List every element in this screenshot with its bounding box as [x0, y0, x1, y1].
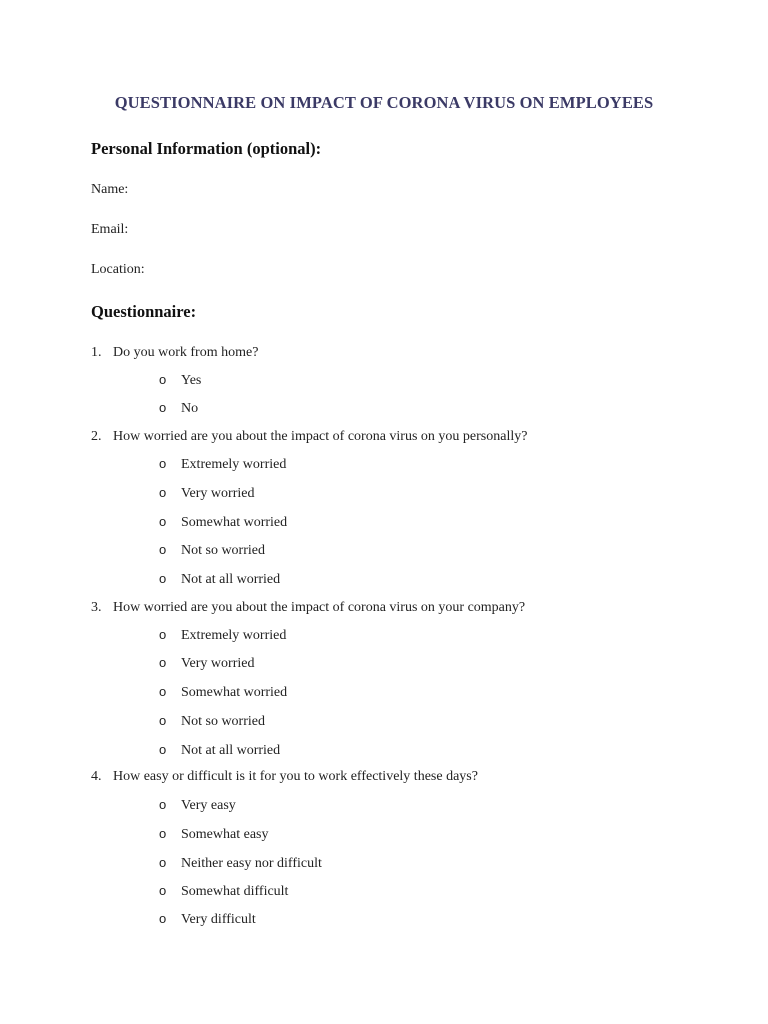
option-label: Neither easy nor difficult: [181, 856, 322, 871]
hollow-bullet-icon: o: [159, 855, 167, 870]
option-label: Very difficult: [181, 912, 256, 927]
option-label: Somewhat worried: [181, 515, 288, 530]
question-4-option-5: [159, 911, 256, 928]
option-label: Not at all worried: [181, 572, 281, 587]
question-4-option-1: [159, 797, 236, 814]
question-2-option-2: [159, 485, 254, 502]
question-3-option-2: [159, 655, 254, 672]
question-2-option-3: [159, 514, 287, 531]
hollow-bullet-icon: o: [159, 883, 167, 898]
hollow-bullet-icon: o: [159, 797, 167, 812]
option-label: Very worried: [181, 486, 255, 501]
hollow-bullet-icon: o: [159, 713, 167, 728]
question-3-option-3: [159, 684, 287, 701]
question-2-option-1: [159, 456, 286, 473]
option-label: Not at all worried: [181, 743, 281, 758]
option-label: Extremely worried: [181, 457, 287, 472]
option-label: Somewhat easy: [181, 827, 269, 842]
location-field-label: Location:: [91, 262, 145, 277]
option-label: Not so worried: [181, 714, 265, 729]
hollow-bullet-icon: o: [159, 485, 167, 500]
hollow-bullet-icon: o: [159, 655, 167, 670]
hollow-bullet-icon: o: [159, 456, 167, 471]
hollow-bullet-icon: o: [159, 742, 167, 757]
question-text: Do you work from home?: [113, 345, 259, 360]
question-4-option-4: [159, 883, 288, 900]
question-3-option-5: [159, 742, 280, 759]
hollow-bullet-icon: o: [159, 911, 167, 926]
question-text: How easy or difficult is it for you to work effectively these days?: [113, 769, 478, 784]
question-3-option-1: [159, 627, 286, 644]
option-label: Very easy: [181, 798, 236, 813]
question-1: [91, 345, 258, 361]
option-label: Very worried: [181, 656, 255, 671]
question-text: How worried are you about the impact of corona virus on you personally?: [113, 429, 528, 444]
question-number: 3.: [91, 600, 102, 615]
questionnaire-heading: Questionnaire:: [91, 302, 197, 321]
question-4: [91, 769, 478, 785]
question-number: 4.: [91, 769, 102, 784]
question-1-option-1: [159, 372, 201, 389]
hollow-bullet-icon: o: [159, 400, 167, 415]
hollow-bullet-icon: o: [159, 684, 167, 699]
hollow-bullet-icon: o: [159, 571, 167, 586]
question-number: 1.: [91, 345, 102, 360]
question-number: 2.: [91, 429, 102, 444]
option-label: Extremely worried: [181, 628, 287, 643]
hollow-bullet-icon: o: [159, 542, 167, 557]
option-label: Yes: [181, 373, 202, 388]
hollow-bullet-icon: o: [159, 627, 167, 642]
question-3-option-4: [159, 713, 265, 730]
hollow-bullet-icon: o: [159, 514, 167, 529]
hollow-bullet-icon: o: [159, 826, 167, 841]
question-3: [91, 600, 525, 616]
email-field-label: Email:: [91, 222, 129, 237]
question-2-option-5: [159, 571, 280, 588]
option-label: Somewhat difficult: [181, 884, 289, 899]
document-title: QUESTIONNAIRE ON IMPACT OF CORONA VIRUS ON EMPLOYEES: [114, 93, 654, 112]
question-4-option-3: [159, 855, 322, 872]
question-4-option-2: [159, 826, 268, 843]
question-2: [91, 429, 527, 445]
question-2-option-4: [159, 542, 265, 559]
option-label: Not so worried: [181, 543, 265, 558]
option-label: No: [181, 401, 199, 416]
question-text: How worried are you about the impact of corona virus on your company?: [113, 600, 526, 615]
question-1-option-2: [159, 400, 198, 417]
option-label: Somewhat worried: [181, 685, 288, 700]
personal-info-heading: Personal Information (optional):: [91, 139, 322, 158]
name-field-label: Name:: [91, 182, 129, 197]
hollow-bullet-icon: o: [159, 372, 167, 387]
